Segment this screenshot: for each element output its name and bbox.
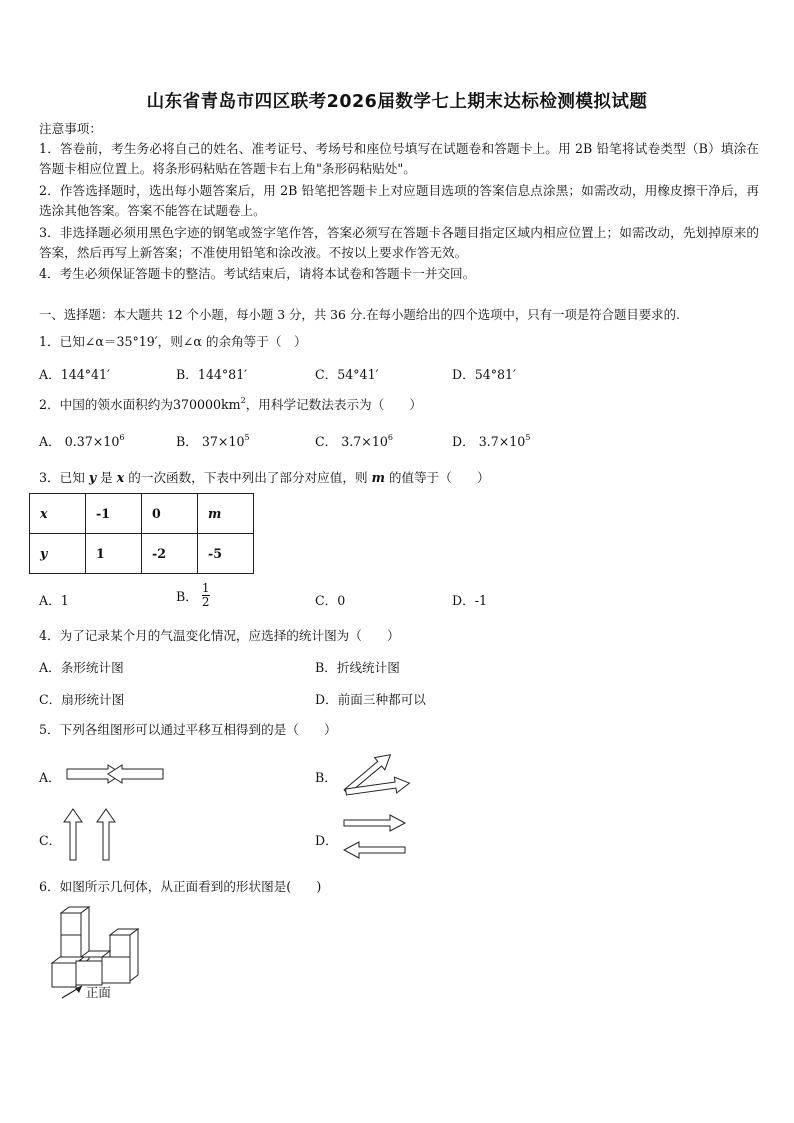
notice-heading: 注意事项： bbox=[39, 121, 102, 136]
q2-option-d-label: D． bbox=[452, 434, 475, 449]
q1-option-a[interactable]: A．144°41′ bbox=[39, 367, 110, 382]
q5-figure-b-arrows-icon bbox=[340, 748, 412, 796]
q5-figure-d-arrows-icon bbox=[342, 812, 408, 862]
table-cell: 0 bbox=[142, 494, 198, 534]
table-cell: -5 bbox=[198, 534, 254, 574]
q2-option-b[interactable] bbox=[176, 431, 250, 450]
table-cell: x bbox=[30, 494, 86, 534]
q1-option-d[interactable]: D．54°81′ bbox=[452, 367, 516, 382]
q3-stem-lead: 3．已知 bbox=[39, 470, 89, 485]
fraction-numerator: 1 bbox=[201, 581, 210, 595]
q2-option-a-exp: 6 bbox=[119, 433, 125, 442]
table-cell: y bbox=[30, 534, 86, 574]
notice-item-4: 4．考生必须保证答题卡的整洁。考试结束后，请将本试卷和答题卡一并交回。 bbox=[39, 266, 476, 281]
q3-var-m: m bbox=[371, 470, 385, 485]
q3-stem-tail: 的值等于（ ） bbox=[384, 470, 490, 485]
q2-stem bbox=[39, 394, 422, 413]
section-heading: 一、选择题：本大题共 12 个小题，每小题 3 分，共 36 分.在每小题给出的四个选项中，只有一项是符合题目要求的. bbox=[39, 307, 680, 322]
q5-option-d[interactable]: D． bbox=[315, 833, 338, 848]
q3-option-a[interactable]: A．1 bbox=[39, 593, 69, 608]
page-title: 山东省青岛市四区联考2026届数学七上期末达标检测模拟试题 bbox=[146, 92, 648, 112]
q1-stem: 1．已知∠α＝35°19′，则∠α 的余角等于（ ） bbox=[39, 334, 307, 349]
q2-area-value: 370000km bbox=[172, 397, 241, 412]
q2-option-d-exp: 5 bbox=[525, 433, 531, 442]
table-cell: m bbox=[198, 494, 254, 534]
q4-option-a[interactable]: A．条形统计图 bbox=[39, 660, 124, 675]
q2-option-b-label: B． bbox=[176, 434, 198, 449]
q3-var-x: x bbox=[116, 470, 125, 485]
q3-option-b[interactable] bbox=[176, 582, 210, 609]
q2-option-d[interactable] bbox=[452, 431, 530, 450]
q5-option-c[interactable]: C． bbox=[39, 833, 62, 848]
fraction-denominator: 2 bbox=[201, 595, 210, 609]
q6-stem: 6．如图所示几何体，从正面看到的形状图是( ) bbox=[39, 879, 322, 894]
q5-figure-c-arrows-icon bbox=[62, 808, 122, 862]
q2-stem-area bbox=[173, 397, 246, 412]
q3-stem bbox=[39, 467, 490, 486]
q2-option-c-exp: 6 bbox=[387, 433, 393, 442]
q3-option-d[interactable]: D．-1 bbox=[452, 593, 487, 608]
q5-stem: 5．下列各组图形可以通过平移互相得到的是（ ） bbox=[39, 722, 337, 737]
q4-option-d[interactable]: D．前面三种都可以 bbox=[315, 692, 426, 707]
q3-value-table bbox=[29, 493, 254, 574]
q2-option-c-label: C． bbox=[315, 434, 338, 449]
q5-option-a[interactable]: A． bbox=[39, 770, 61, 785]
q2-area-exponent: 2 bbox=[240, 396, 246, 405]
q5-figure-a-arrows-icon bbox=[64, 763, 166, 785]
q3-stem-mid2: 的一次函数，下表中列出了部分对应值，则 bbox=[124, 470, 372, 485]
q6-front-label: 正面 bbox=[86, 985, 111, 1000]
q2-stem-lead: 2．中国的领水面积约为 bbox=[39, 397, 173, 412]
q3-stem-mid1: 是 bbox=[96, 470, 117, 485]
q3-option-b-label: B． bbox=[176, 589, 198, 604]
q2-option-d-base: 3.7×10 bbox=[478, 434, 526, 449]
table-cell: -2 bbox=[142, 534, 198, 574]
q3-option-b-fraction bbox=[202, 582, 210, 609]
q2-option-c[interactable] bbox=[315, 431, 393, 450]
notice-item-3: 3．非选择题必须用黑色字迹的钢笔或签字笔作答，答案必须写在答题卡各题目指定区域内相应位置上；如需改动，先划掉原来的答案，然后再写上新答案；不准使用铅笔和涂改液。不按以上要求作答无效。 bbox=[39, 225, 759, 260]
q3-var-y: y bbox=[88, 470, 97, 485]
q2-option-a-base: 0.37×10 bbox=[64, 434, 120, 449]
q2-option-c-base: 3.7×10 bbox=[341, 434, 388, 449]
table-cell: 1 bbox=[86, 534, 142, 574]
table-row bbox=[30, 534, 254, 574]
q2-stem-tail: ，用科学记数法表示为（ ） bbox=[245, 397, 423, 412]
q2-option-a-label: A． bbox=[39, 434, 61, 449]
table-row bbox=[30, 494, 254, 534]
q1-option-b[interactable]: B．144°81′ bbox=[176, 367, 248, 382]
notice-item-1: 1．答卷前，考生务必将自己的姓名、准考证号、考场号和座位号填写在试题卷和答题卡上。用 2B 铅笔将试卷类型（B）填涂在答题卡相应位置上。将条形码粘贴在答题卡右上角"条形码粘贴处"。 bbox=[39, 141, 759, 176]
q4-option-c[interactable]: C．扇形统计图 bbox=[39, 692, 125, 707]
q4-option-b[interactable]: B．折线统计图 bbox=[315, 660, 400, 675]
q2-option-b-exp: 5 bbox=[244, 433, 250, 442]
notice-item-2: 2．作答选择题时，选出每小题答案后，用 2B 铅笔把答题卡上对应题目选项的答案信息点涂黑；如需改动，用橡皮擦干净后，再选涂其他答案。答案不能答在试题卷上。 bbox=[39, 183, 759, 218]
table-cell: -1 bbox=[86, 494, 142, 534]
q4-stem: 4．为了记录某个月的气温变化情况，应选择的统计图为（ ） bbox=[39, 628, 400, 643]
q1-option-c[interactable]: C．54°41′ bbox=[315, 367, 379, 382]
q2-option-a[interactable] bbox=[39, 431, 124, 450]
q2-option-b-base: 37×10 bbox=[201, 434, 245, 449]
q3-option-c[interactable]: C．0 bbox=[315, 593, 346, 608]
q5-option-b[interactable]: B． bbox=[315, 770, 337, 785]
